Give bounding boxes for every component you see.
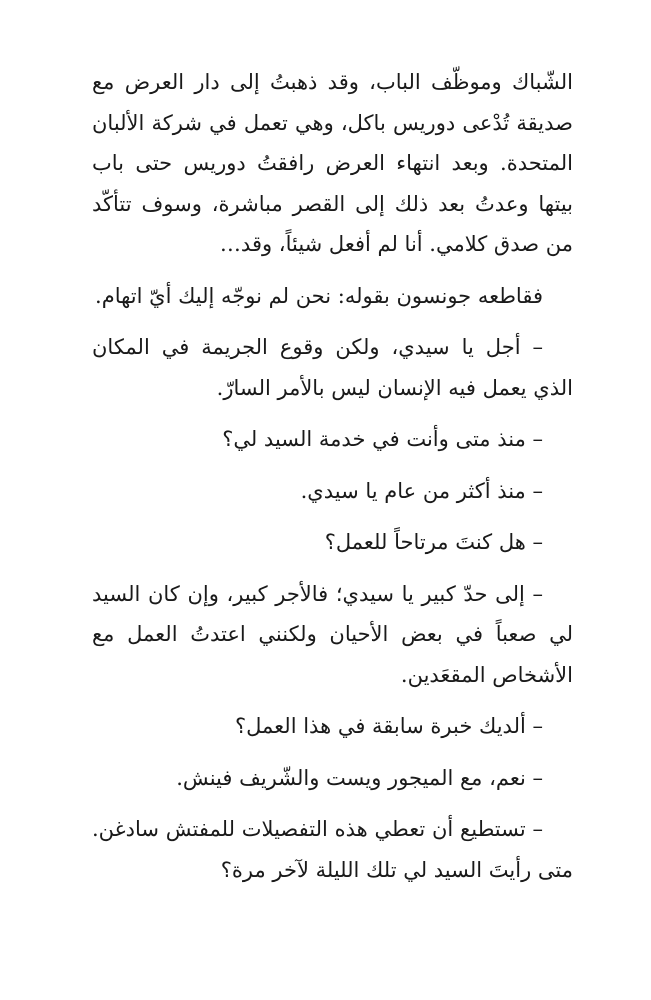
- paragraph-5: – منذ أكثر من عام يا سيدي.: [300, 478, 543, 503]
- paragraph-1: الشّباك وموظّف الباب، وقد ذهبتُ إلى دار العرض مع صديقة تُدْعى دوريس باكل، وهي تعمل في شركة الألبان المتحدة. وبعد انتهاء العرض رافقتُ دوريس حتى باب بيتها وعدتُ بعد ذلك إلى القصر مباشرة، وسوف تتأكّد من صدق كلامي. أنا لم أفعل شيئاً، وقد…: [92, 70, 573, 256]
- paragraph-2: فقاطعه جونسون بقوله: نحن لم نوجّه إليك أيّ اتهام.: [95, 283, 543, 308]
- paragraph-6: – هل كنتَ مرتاحاً للعمل؟: [324, 530, 543, 554]
- paragraph-8: – ألديك خبرة سابقة في هذا العمل؟: [234, 714, 543, 738]
- paragraph-10: – تستطيع أن تعطي هذه التفصيلات للمفتش سادغن. متى رأيتَ السيد لي تلك الليلة لآخر مرة؟: [92, 817, 573, 882]
- paragraph-9: – نعم، مع الميجور ويست والشّريف فينش.: [176, 765, 543, 790]
- paragraph-4: – منذ متى وأنت في خدمة السيد لي؟: [222, 427, 543, 451]
- paragraph-3: – أجل يا سيدي، ولكن وقوع الجريمة في المكان الذي يعمل فيه الإنسان ليس بالأمر السارّ.: [92, 335, 573, 400]
- paragraph-7: – إلى حدّ كبير يا سيدي؛ فالأجر كبير، وإن كان السيد لي صعباً في بعض الأحيان ولكنني اعتدتُ العمل مع الأشخاص المقعَدين.: [92, 581, 573, 687]
